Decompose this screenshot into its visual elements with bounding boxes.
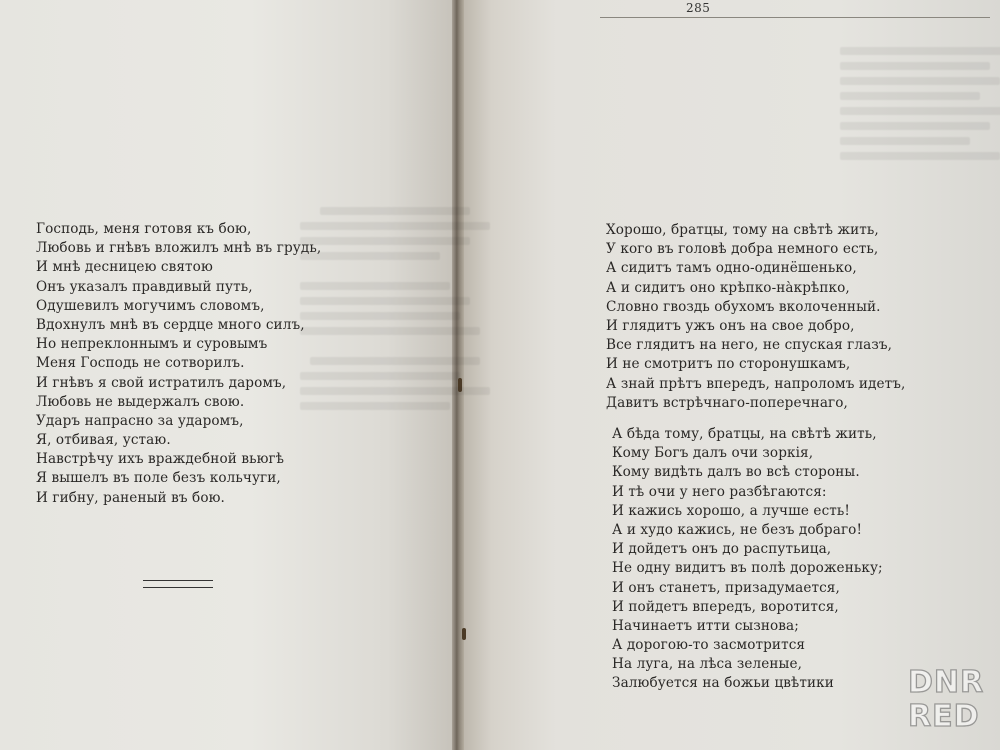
poem-line: У кого въ головѣ добра немного есть, [606,241,879,258]
left-poem [36,220,321,508]
poem-line: Залюбуется на божьи цвѣтики [612,675,834,692]
poem-line: Хорошо, братцы, тому на свѣтѣ жить, [606,222,879,238]
poem-line: И кажись хорошо, а лучше есть! [612,502,850,519]
poem-line: А дорогою-то засмотрится [612,637,806,654]
poem-line: Меня Господь не сотворилъ. [36,355,245,372]
poem-line: И пойдетъ впередъ, воротится, [612,598,839,615]
show-through-text [720,40,1000,165]
poem-line: Ударъ напрасно за ударомъ, [36,412,244,429]
poem-line: Словно гвоздь обухомъ вколоченный. [606,298,881,315]
poem-line: Давитъ встрѣчнаго-поперечнаго, [606,394,848,411]
poem-line: Не одну видитъ въ полѣ дороженьку; [612,560,883,577]
poem-line: Любовь и гнѣвъ вложилъ мнѣ въ грудь, [36,240,322,257]
poem-line: А и сидитъ оно крѣпко-на̀крѣпко, [606,279,850,296]
watermark-logo [908,666,988,734]
poem-line: Господь, меня готовя къ бою, [36,221,252,237]
right-poem-stanza-2 [612,425,883,694]
poem-line: И тѣ очи у него разбѣгаются: [612,483,827,500]
poem-line: Я, отбивая, устаю. [36,432,171,449]
poem-line: А бѣда тому, братцы, на свѣтѣ жить, [612,426,877,442]
poem-line: И мнѣ десницею святою [36,259,213,276]
section-divider [143,580,213,588]
poem-line: Вдохнулъ мнѣ въ сердце много силъ, [36,316,305,333]
poem-line: И не смотритъ по сторонушкамъ, [606,356,851,373]
poem-line: А знай прѣтъ впередъ, напроломъ идетъ, [606,375,906,392]
poem-line: Но непреклоннымъ и суровымъ [36,336,268,353]
poem-line: Одушевилъ могучимъ словомъ, [36,297,265,314]
poem-line: Кому видѣть далъ во всѣ стороны. [612,464,860,481]
poem-line: А и худо кажись, не безъ добраго! [612,521,863,538]
poem-line: Любовь не выдержалъ свою. [36,393,245,410]
watermark-line: RED [908,699,980,734]
poem-line: Кому Богъ далъ очи зоркія, [612,445,814,462]
poem-line: И глядитъ ужъ онъ на свое добро, [606,317,855,334]
page-number: 285 [686,1,711,15]
poem-line: И дойдетъ онъ до распутьица, [612,541,832,558]
poem-line: На луга, на лѣса зеленые, [612,656,803,673]
poem-line: Все глядитъ на него, не спуская глазъ, [606,337,893,354]
spine-mark [462,628,466,640]
poem-line: Начинаетъ итти сызнова; [612,617,799,634]
poem-line: Я вышелъ въ поле безъ кольчуги, [36,470,281,487]
poem-line: А сидитъ тамъ одно-одинёшенько, [606,260,857,277]
poem-line: И гибну, раненый въ бою. [36,489,225,506]
watermark-line: DNR [908,665,985,700]
header-rule [600,17,990,18]
poem-line: И гнѣвъ я свой истратилъ даромъ, [36,374,287,391]
poem-line: И онъ станетъ, призадумается, [612,579,840,596]
right-poem-stanza-1 [606,221,905,413]
poem-line: Онъ указалъ правдивый путь, [36,278,253,295]
poem-line: Навстрѣчу ихъ враждебной вьюгѣ [36,451,285,468]
